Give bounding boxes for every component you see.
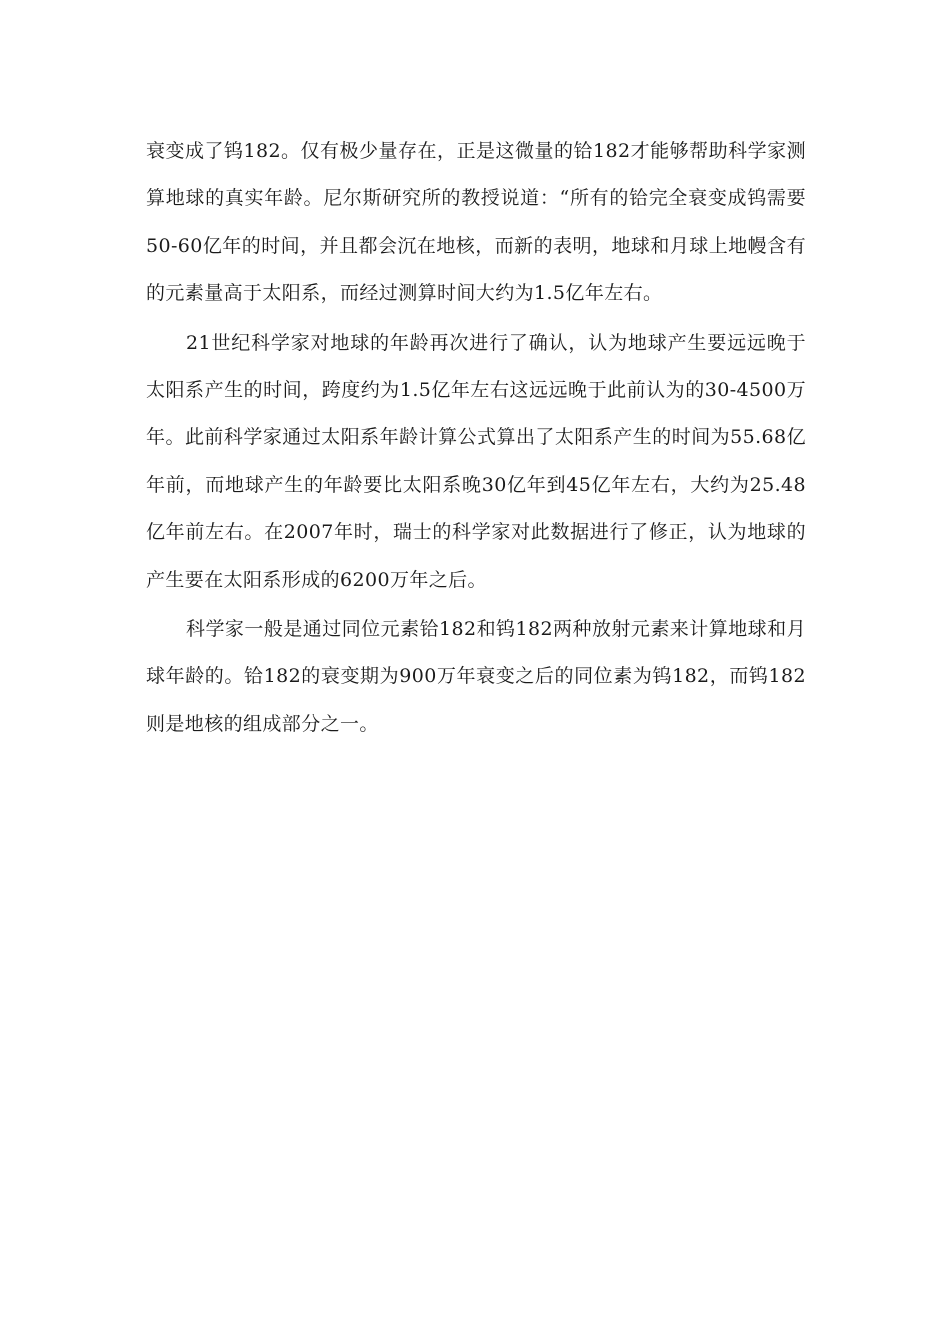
paragraph-1: 衰变成了钨182。仅有极少量存在，正是这微量的铪182才能够帮助科学家测算地球的真实年龄。尼尔斯研究所的教授说道：“所有的铪完全衰变成钨需要50-60亿年的时间，并且都会沉在地核，而新的表明，地球和月球上地幔含有的元素量高于太阳系，而经过测算时间大约为1.5亿年左右。 [146, 140, 806, 305]
paragraph-2: 21世纪科学家对地球的年龄再次进行了确认，认为地球产生要远远晚于太阳系产生的时间，跨度约为1.5亿年左右这远远晚于此前认为的30-4500万年。此前科学家通过太阳系年龄计算公式算出了太阳系产生的时间为55.68亿年前，而地球产生的年龄要比太阳系晚30亿年到45亿年左右，大约为25.48亿年前左右。在2007年时，瑞士的科学家对此数据进行了修正，认为地球的产生要在太阳系形成的6200万年之后。 [146, 331, 806, 591]
paragraph-3: 科学家一般是通过同位元素铪182和钨182两种放射元素来计算地球和月球年龄的。铪182的衰变期为900万年衰变之后的同位素为钨182，而钨182则是地核的组成部分之一。 [146, 618, 806, 735]
document-body [146, 128, 806, 748]
